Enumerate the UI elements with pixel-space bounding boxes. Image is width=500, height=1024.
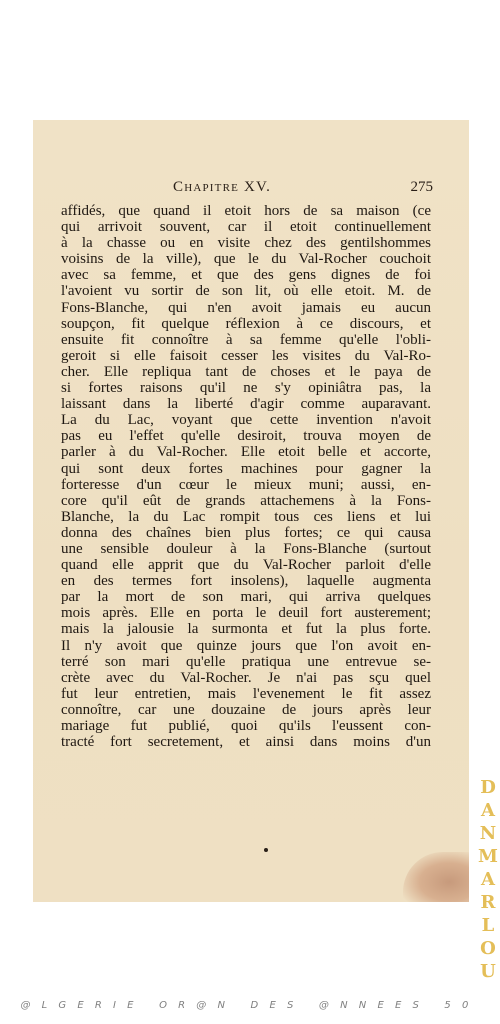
body-text: [61, 203, 431, 750]
watermark-letter: U: [480, 961, 496, 982]
text-line: crète avec du Val-Rocher. Je n'ai pas sçu quel: [61, 669, 431, 686]
ink-dot: [264, 848, 268, 852]
watermark-letter: A: [481, 800, 495, 821]
chapter-title: Chapitre XV.: [173, 179, 272, 195]
text-line: une sensible douleur à la Fons-Blanche (surtout: [61, 540, 431, 557]
watermark-letter: M: [478, 846, 498, 867]
text-line: cher. Elle repliqua tant de choses et le paya de: [61, 363, 431, 380]
watermark-letter: L: [481, 915, 495, 936]
text-line: pas eu l'effet qu'elle desiroit, trouva moyen de: [61, 428, 431, 445]
watermark-letter: N: [479, 823, 497, 844]
text-line: geroit si elle faisoit cesser les visites du Val-Ro-: [61, 347, 431, 364]
text-line: laissant dans la liberté d'agir comme auparavant.: [61, 396, 431, 413]
text-line: core qu'il eût de grands attachemens à la Fons-: [61, 492, 431, 509]
vertical-watermark: [478, 776, 498, 982]
text-line: en des termes fort insolens), laquelle augmenta: [61, 573, 431, 590]
footer-watermark: @LGERIE OR@N DES @NNEES 50: [20, 1000, 480, 1011]
text-line: mais la jalousie la surmonta et fut la plus forte.: [61, 621, 431, 638]
running-header: [173, 176, 433, 200]
text-line: connoître, car une douzaine de jours après leur: [61, 701, 431, 718]
text-line: La du Lac, voyant que cette invention n'avoit: [61, 412, 431, 429]
text-line: à la chasse ou en visite chez des gentilshommes: [61, 235, 431, 252]
text-line: mariage fut publié, quoi qu'ils l'eussent con-: [61, 718, 431, 734]
watermark-letter: A: [481, 869, 495, 890]
watermark-letter: O: [480, 938, 496, 959]
text-line: fut leur entretien, mais l'evenement le fit assez: [61, 685, 431, 702]
text-line: quand elle apprit que du Val-Rocher parloit d'elle: [61, 557, 431, 574]
text-line: par la mort de son mari, qui arriva quelques: [61, 589, 431, 606]
text-line: soupçon, fit quelque réflexion à ce discours, et: [61, 315, 431, 332]
text-line: avec sa femme, et que des gens dignes de foi: [61, 267, 431, 284]
text-line: l'avoient vu sortir de son lit, où elle etoit. M. de: [61, 283, 431, 300]
text-line: qui sont deux fortes machines pour gagner la: [61, 460, 431, 477]
book-page: [33, 120, 469, 902]
watermark-letter: D: [480, 777, 496, 798]
text-line: tracté fort secretement, et ainsi dans moins d'un: [61, 734, 431, 751]
text-line: parler à du Val-Rocher. Elle etoit belle et accorte,: [61, 444, 431, 461]
paper-stain: [403, 852, 469, 902]
text-line: qui arrivoit souvent, car il etoit continuellement: [61, 219, 431, 236]
text-line: forteresse d'un cœur le mieux muni; aussi, en-: [61, 476, 431, 493]
page-number: 275: [410, 179, 433, 195]
text-line: Il n'y avoit que quinze jours que l'on avoit en-: [61, 637, 431, 654]
watermark-letter: R: [480, 892, 496, 913]
text-line: terré son mari qu'elle pratiqua une entrevue se-: [61, 653, 431, 670]
text-line: voisins de la ville), que le du Val-Rocher couchoit: [61, 251, 431, 268]
text-line: donna des chaînes bien plus fortes; ce qui causa: [61, 524, 431, 541]
text-line: Blanche, la du Lac rompit tous ces liens et lui: [61, 508, 431, 525]
text-line: mois après. Elle en porta le deuil fort austerement;: [61, 605, 431, 622]
text-line: affidés, que quand il etoit hors de sa maison (ce: [61, 203, 431, 219]
text-line: ensuite fit connoître à sa femme qu'elle l'obli-: [61, 331, 431, 348]
text-line: si fortes raisons qu'il ne s'y opiniâtra pas, la: [61, 380, 431, 397]
text-line: Fons-Blanche, qui n'en avoit jamais eu aucun: [61, 299, 431, 316]
